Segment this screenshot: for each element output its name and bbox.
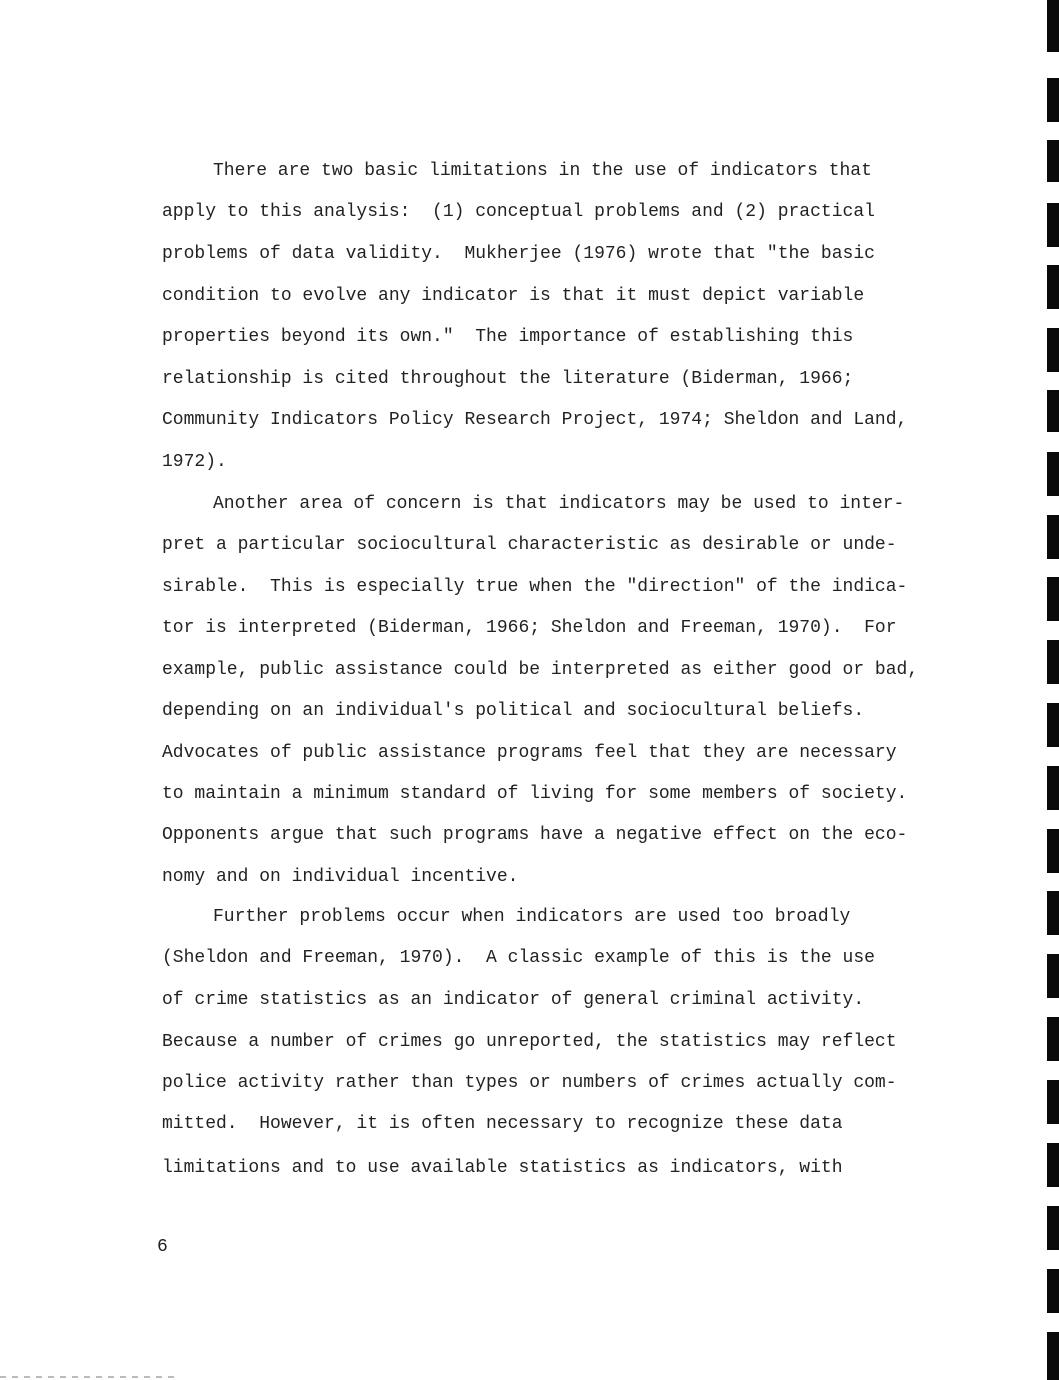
text-line: limitations and to use available statistics as indicators, with (162, 1158, 843, 1178)
binding-mark (1047, 515, 1059, 559)
bottom-edge-mark (0, 1376, 180, 1378)
text-line: properties beyond its own." The importance of establishing this (162, 327, 854, 347)
binding-mark (1047, 640, 1059, 684)
binding-mark (1047, 0, 1059, 52)
binding-mark (1047, 1269, 1059, 1313)
binding-mark (1047, 265, 1059, 309)
text-line: of crime statistics as an indicator of general criminal activity. (162, 990, 865, 1010)
binding-mark (1047, 78, 1059, 122)
binding-mark (1047, 203, 1059, 247)
binding-mark (1047, 766, 1059, 810)
binding-mark (1047, 891, 1059, 935)
text-line: There are two basic limitations in the use of indicators that (213, 161, 872, 181)
text-line: sirable. This is especially true when the "direction" of the indica- (162, 577, 908, 597)
text-line: nomy and on individual incentive. (162, 867, 519, 887)
binding-mark (1047, 1080, 1059, 1124)
binding-mark (1047, 1206, 1059, 1250)
text-line: police activity rather than types or numbers of crimes actually com- (162, 1073, 897, 1093)
binding-mark (1047, 1143, 1059, 1187)
text-line: relationship is cited throughout the literature (Biderman, 1966; (162, 369, 854, 389)
binding-mark (1047, 1017, 1059, 1061)
binding-mark (1047, 390, 1059, 432)
text-line: Further problems occur when indicators are used too broadly (213, 907, 851, 927)
text-line: (Sheldon and Freeman, 1970). A classic example of this is the use (162, 948, 875, 968)
text-line: problems of data validity. Mukherjee (1976) wrote that "the basic (162, 244, 875, 264)
binding-mark (1047, 1332, 1059, 1380)
binding-mark (1047, 452, 1059, 496)
text-line: depending on an individual's political and sociocultural beliefs. (162, 701, 865, 721)
text-line: apply to this analysis: (1) conceptual problems and (2) practical (162, 202, 875, 222)
text-line: example, public assistance could be interpreted as either good or bad, (162, 660, 919, 680)
text-line: Community Indicators Policy Research Project, 1974; Sheldon and Land, (162, 410, 908, 430)
text-line: Because a number of crimes go unreported, the statistics may reflect (162, 1032, 897, 1052)
text-line: Another area of concern is that indicators may be used to inter- (213, 494, 905, 514)
text-line: tor is interpreted (Biderman, 1966; Sheldon and Freeman, 1970). For (162, 618, 897, 638)
binding-mark (1047, 829, 1059, 873)
text-line: Advocates of public assistance programs feel that they are necessary (162, 743, 897, 763)
text-line: 1972). (162, 452, 227, 472)
binding-mark (1047, 703, 1059, 747)
binding-mark (1047, 328, 1059, 372)
text-line: to maintain a minimum standard of living for some members of society. (162, 784, 908, 804)
text-line: condition to evolve any indicator is that it must depict variable (162, 286, 865, 306)
page-number: 6 (157, 1237, 168, 1257)
text-line: Opponents argue that such programs have a negative effect on the eco- (162, 825, 908, 845)
binding-mark (1047, 954, 1059, 998)
text-line: pret a particular sociocultural characteristic as desirable or unde- (162, 535, 897, 555)
text-line: mitted. However, it is often necessary to recognize these data (162, 1114, 843, 1134)
binding-mark (1047, 140, 1059, 182)
binding-mark (1047, 577, 1059, 621)
